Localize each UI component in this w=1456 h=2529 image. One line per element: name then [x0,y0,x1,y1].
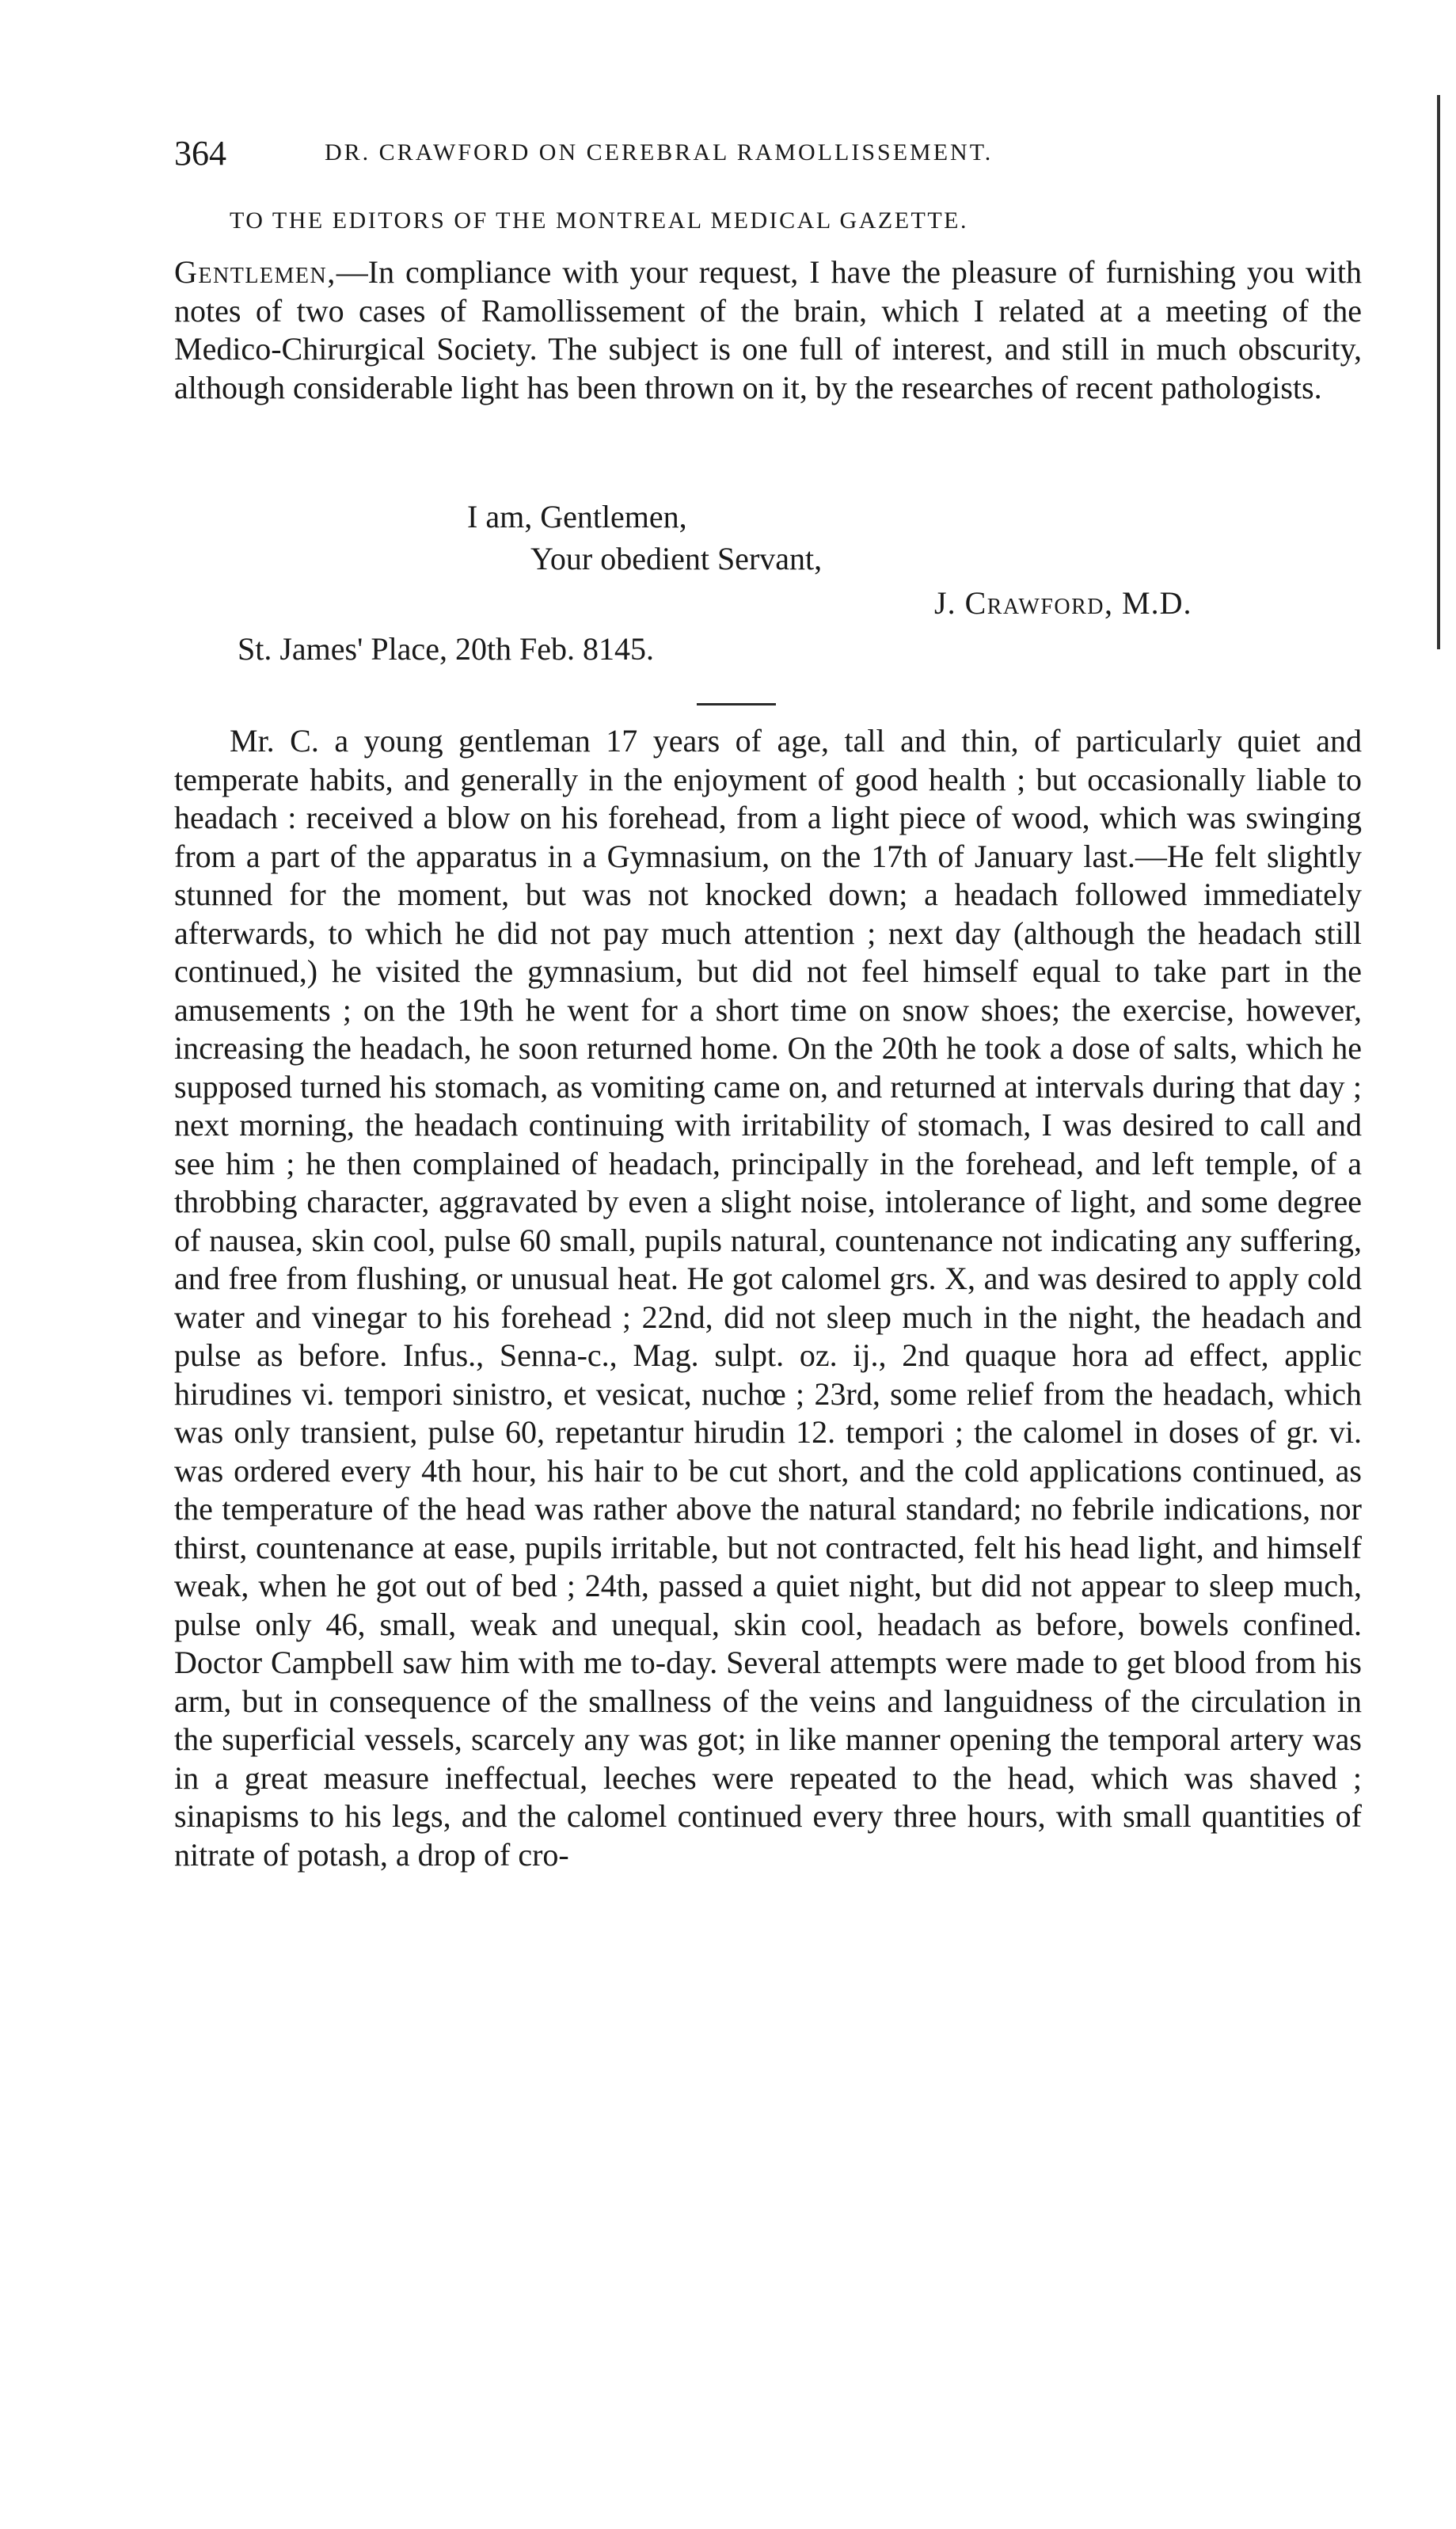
letter-address: TO THE EDITORS OF THE MONTREAL MEDICAL GAZETTE. [230,207,969,234]
case-report-paragraph: Mr. C. a young gentleman 17 years of age, tall and thin, of particularly quiet and temperate habits, and generally in the enjoyment of good health ; but occasionally liable to headach : received a blow on his forehead, from a light piece of wood, which was swinging from a part of the apparatus in a Gymnasium, on the 17th of January last.—He felt slightly stunned for the moment, but was not knocked down; a headach followed immediately afterwards, to which he did not pay much attention ; next day (although the headach still continued,) he visited the gymnasium, but did not feel himself equal to take part in the amusements ; on the 19th he went for a short time on snow shoes; the exercise, however, increasing the headach, he soon returned home. On the 20th he took a dose of salts, which he supposed turned his stomach, as vomiting came on, and returned at intervals during that day ; next morning, the headach continuing with irritability of stomach, I was desired to call and see him ; he then complained of headach, principally in the forehead, and left temple, of a throbbing character, aggravated by even a slight noise, intolerance of light, and some degree of nausea, skin cool, pulse 60 small, pupils natural, countenance not indicating any suffering, and free from flushing, or unusual heat. He got calomel grs. X, and was desired to apply cold water and vinegar to his forehead ; 22nd, did not sleep much in the night, the headach and pulse as before. Infus., Senna-c., Mag. sulpt. oz. ij., 2nd quaque hora ad effect, applic hirudines vi. tempori sinistro, et vesicat, nuchœ ; 23rd, some relief from the headach, which was only transient, pulse 60, repetantur hirudin 12. tempori ; the calomel in doses of gr. vi. was ordered every 4th hour, his hair to be cut short, and the cold applications continued, as the temperature of the head was rather above the natural standard; no febrile indications, nor thirst, countenance at ease, pupils irritable, but not contracted, felt his head light, and himself weak, when he got out of bed ; 24th, passed a quiet night, but did not appear to sleep much, pulse only 46, small, weak and unequal, skin cool, headach as before, bowels confined. Doctor Campbell saw him with me to-day. Several attempts were made to get blood from his arm, but in consequence of the smallness of the veins and languidness of the circulation in the superficial vessels, scarcely any was got; in like manner opening the temporal artery was in a great measure ineffectual, leeches were repeated to the head, which was shaved ; sinapisms to his legs, and the calomel continued every three hours, with small quantities of nitrate of potash, a drop of cro- [174,723,1362,1873]
letter-place-date: St. James' Place, 20th Feb. 8145. [238,631,655,667]
letter-body: —In compliance with your request, I have the pleasure of furnishing you with notes of two cases of Ramollissement of the brain, which I related at a meeting of the Medico-Chirurgical Society. The subject is one full of interest, and still in much obscurity, although considerable light has been thrown on it, by the researches of recent pathologists. [174,254,1362,405]
signature-initial: J. [934,585,965,621]
section-divider [697,703,776,705]
signature-suffix: , M.D. [1104,585,1192,621]
letter-servant-line: Your obedient Servant, [530,541,823,576]
salutation: Gentlemen, [174,254,336,290]
signature-name: Crawford [964,585,1105,621]
running-title: DR. CRAWFORD ON CEREBRAL RAMOLLISSEMENT. [325,139,994,165]
page-number: 364 [174,134,226,173]
running-header [174,133,1362,181]
letter-signature [934,584,1192,622]
letter-closing: I am, Gentlemen, [467,499,687,534]
letter-paragraph [174,253,1362,407]
page-edge-rule [1437,95,1440,649]
